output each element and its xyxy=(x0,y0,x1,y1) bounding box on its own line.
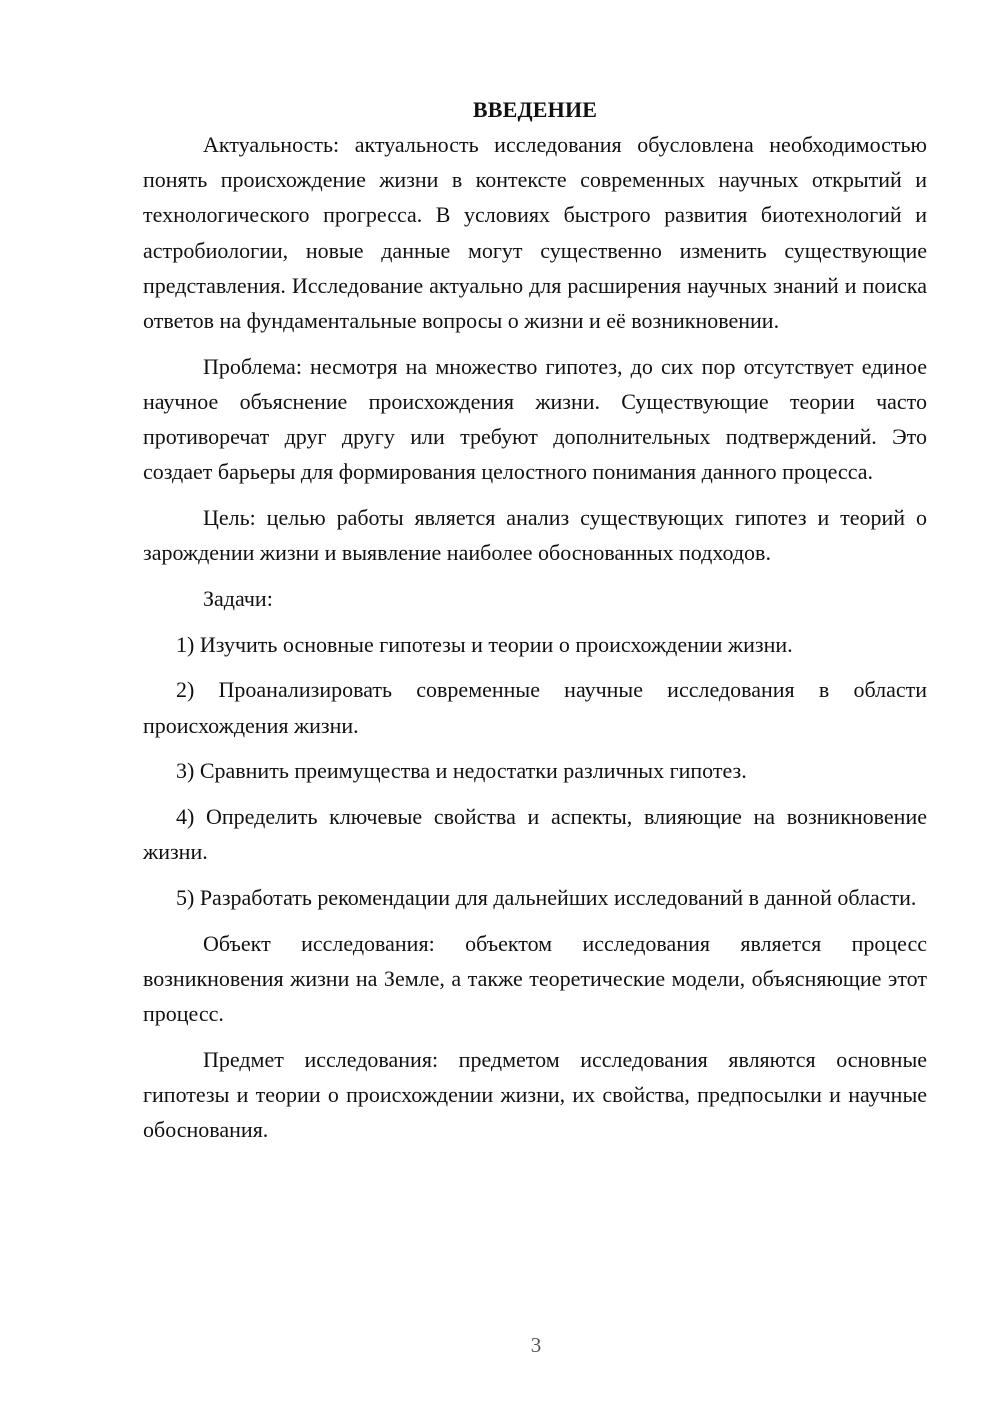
paragraph-object: Объект исследования: объектом исследования является процесс возникновения жизни на Земле, а также теоретические модели, объясняющие этот процесс. xyxy=(143,930,927,1026)
paragraph-tasks-heading: Задачи: xyxy=(203,585,273,611)
section-title: ВВЕДЕНИЕ xyxy=(472,97,598,122)
task-item-4: 4) Определить ключевые свойства и аспекты, влияющие на возникновение жизни. xyxy=(143,803,927,865)
task-item-3: 3) Сравнить преимущества и недостатки различных гипотез. xyxy=(176,758,747,784)
document-page xyxy=(143,92,927,1158)
page-number: 3 xyxy=(530,1333,542,1357)
paragraph-goal: Цель: целью работы является анализ существующих гипотез и теорий о зарождении жизни и выявление наиболее обоснованных подходов. xyxy=(143,505,927,566)
task-item-2: 2) Проанализировать современные научные исследования в области происхождения жизни. xyxy=(143,677,927,738)
paragraph-relevance: Актуальность: актуальность исследования обусловлена необходимостью понять происхождение жизни в контексте современных научных открытий и технологического прогресса. В условиях быстрого развития биотехнологий и астробиологии, новые данные могут существенно изменить существующие представления. Исследование актуально для расширения научных знаний и поиска ответов на фундаментальные вопросы о жизни и её возникновении. xyxy=(143,132,927,334)
paragraph-problem: Проблема: несмотря на множество гипотез, до сих пор отсутствует единое научное объяснение происхождения жизни. Существующие теории часто противоречат друг другу или требуют дополнительных подтверждений. Это создает барьеры для формирования целостного понимания данного процесса. xyxy=(143,353,927,485)
task-item-5: 5) Разработать рекомендации для дальнейших исследований в данной области. xyxy=(176,884,917,910)
paragraph-subject: Предмет исследования: предметом исследования являются основные гипотезы и теории о происхождении жизни, их свойства, предпосылки и научные обоснования. xyxy=(143,1046,927,1143)
task-item-1: 1) Изучить основные гипотезы и теории о происхождении жизни. xyxy=(176,631,793,657)
